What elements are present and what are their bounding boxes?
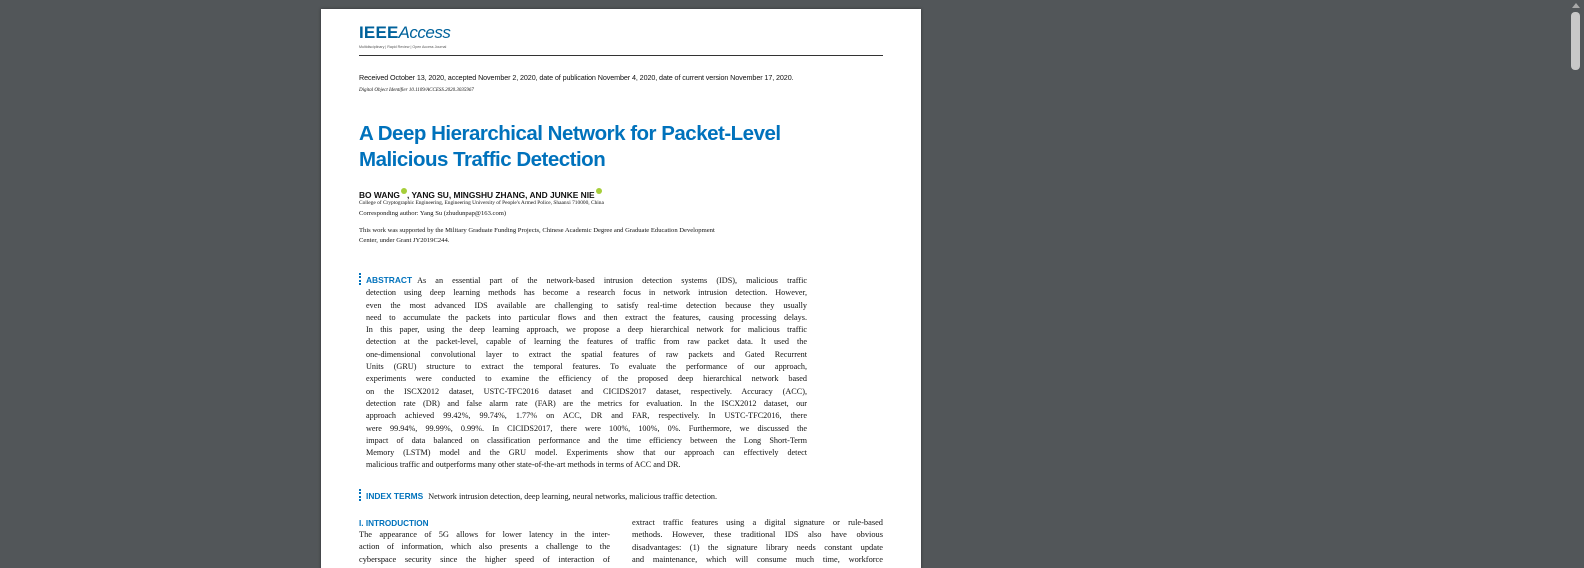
- left-column-line: The appearance of 5G allows for lower latency in the inter-: [359, 530, 610, 539]
- abstract-line: one-dimensional convolutional layer to extract the spatial features of raw packets and Gated Recurrent: [366, 349, 807, 359]
- abstract-line: approach achieved 99.42%, 99.74%, 1.77% on ACC, DR and FAR, respectively. In USTC-TFC2016, there: [366, 411, 807, 421]
- abstract-line: on the ISCX2012 dataset, USTC-TFC2016 dataset and CICIDS2017 dataset, respectively. Accuracy (ACC),: [366, 386, 807, 396]
- right-column-line: methods. However, these traditional IDS also have obvious: [632, 530, 883, 540]
- abstract-line: malicious traffic and outperforms many other state-of-the-art methods in terms of ACC and DR.: [366, 460, 681, 470]
- affiliation: College of Cryptographic Engineering, Engineering University of People's Armed Police, Shaanxi 710000, China: [359, 200, 604, 206]
- pdf-page: [321, 9, 921, 568]
- abstract-line: need to accumulate the packets into particular flows and then extract the features, causing processing delays.: [366, 312, 807, 322]
- ieee-access-logo: [359, 23, 479, 53]
- right-column-text: [632, 517, 883, 566]
- abstract-line: [366, 274, 807, 287]
- introduction-heading: I. INTRODUCTION: [359, 519, 429, 528]
- abstract-label: ABSTRACT: [366, 275, 413, 285]
- author-rest: , YANG SU, MINGSHU ZHANG, AND JUNKE NIE: [406, 190, 595, 200]
- title-line-1: A Deep Hierarchical Network for Packet-Level: [359, 122, 781, 145]
- author-first: BO WANG: [359, 190, 400, 200]
- abstract-line: were 99.94%, 99.99%, 0.99%. In CICIDS2017, there were 100%, 100%, 0%. Furthermore, we discussed the: [366, 423, 807, 433]
- vertical-scrollbar[interactable]: [1568, 0, 1584, 568]
- header-divider: [359, 55, 883, 56]
- abstract-marker: [359, 273, 361, 285]
- index-terms-label: INDEX TERMS: [366, 491, 424, 501]
- title-line-2: Malicious Traffic Detection: [359, 148, 606, 171]
- abstract-line: impact of data balanced on classification performance and the time efficiency between the Long Short-Term: [366, 435, 807, 445]
- funding-note: [359, 226, 799, 246]
- funding-line-1: This work was supported by the Military Graduate Funding Projects, Chinese Academic Degree and Graduate Education Development: [359, 227, 715, 234]
- index-terms: [366, 490, 846, 503]
- abstract-line: detection at the packet-level, capable of learning the features of traffic from raw packet data. It used the: [366, 337, 807, 347]
- right-column-line: disadvantages: (1) the signature library needs constant update: [632, 542, 883, 552]
- orcid-icon[interactable]: [596, 188, 602, 194]
- abstract-line: detection using deep learning methods has become a research focus in network intrusion detection. However,: [366, 288, 807, 298]
- logo-access-text: Access: [398, 23, 451, 42]
- left-column-line: action of information, which also presents a challenge to the: [359, 542, 610, 552]
- index-terms-marker: [359, 489, 361, 501]
- abstract-block: [366, 274, 807, 472]
- scroll-up-arrow-icon[interactable]: [1572, 3, 1580, 8]
- abstract-line: In this paper, using the deep learning approach, we propose a deep hierarchical network for malicious traffic: [366, 325, 807, 335]
- right-column-line: and maintenance, which will consume much time, workforce: [632, 554, 883, 564]
- left-column-line: cyberspace security since the higher speed of interaction of: [359, 554, 610, 564]
- received-dates: Received October 13, 2020, accepted November 2, 2020, date of publication November 4, 2020, date of current version November 17, 2020.: [359, 73, 794, 82]
- paper-title: [359, 121, 879, 173]
- author-list: [359, 188, 602, 200]
- abstract-line: experiments were conducted to examine the efficiency of the proposed deep hierarchical network based: [366, 374, 807, 384]
- index-terms-text: Network intrusion detection, deep learning, neural networks, malicious traffic detection.: [428, 492, 718, 501]
- abstract-text: As an essential part of the network-based intrusion detection systems (IDS), malicious traffic: [417, 276, 807, 285]
- left-column-text: [359, 529, 610, 566]
- logo-tagline: Multidisciplinary | Rapid Review | Open Access Journal: [359, 45, 447, 49]
- abstract-line: Units (GRU) structure to extract the temporal features. To evaluate the performance of our approach,: [366, 362, 807, 372]
- doi-line: Digital Object Identifier 10.1109/ACCESS.2020.3035967: [359, 88, 474, 93]
- corresponding-author: Corresponding author: Yang Su (zhudunpap@163.com): [359, 210, 507, 217]
- abstract-line: detection rate (DR) and false alarm rate (FAR) are the metrics for evaluation. In the ISCX2012 dataset, our: [366, 398, 807, 408]
- right-column-line: extract traffic features using a digital signature or rule-based: [632, 518, 883, 527]
- abstract-line: Memory (LSTM) model and the GRU model. Experiments show that our approach can effectively detect: [366, 448, 807, 458]
- funding-line-2: Center, under Grant JY2019C244.: [359, 237, 450, 244]
- scrollbar-thumb[interactable]: [1571, 12, 1580, 70]
- abstract-line: even the most advanced IDS available are challenging to satisfy real-time detection because they usually: [366, 300, 807, 310]
- logo-ieee-text: IEEE: [359, 23, 399, 42]
